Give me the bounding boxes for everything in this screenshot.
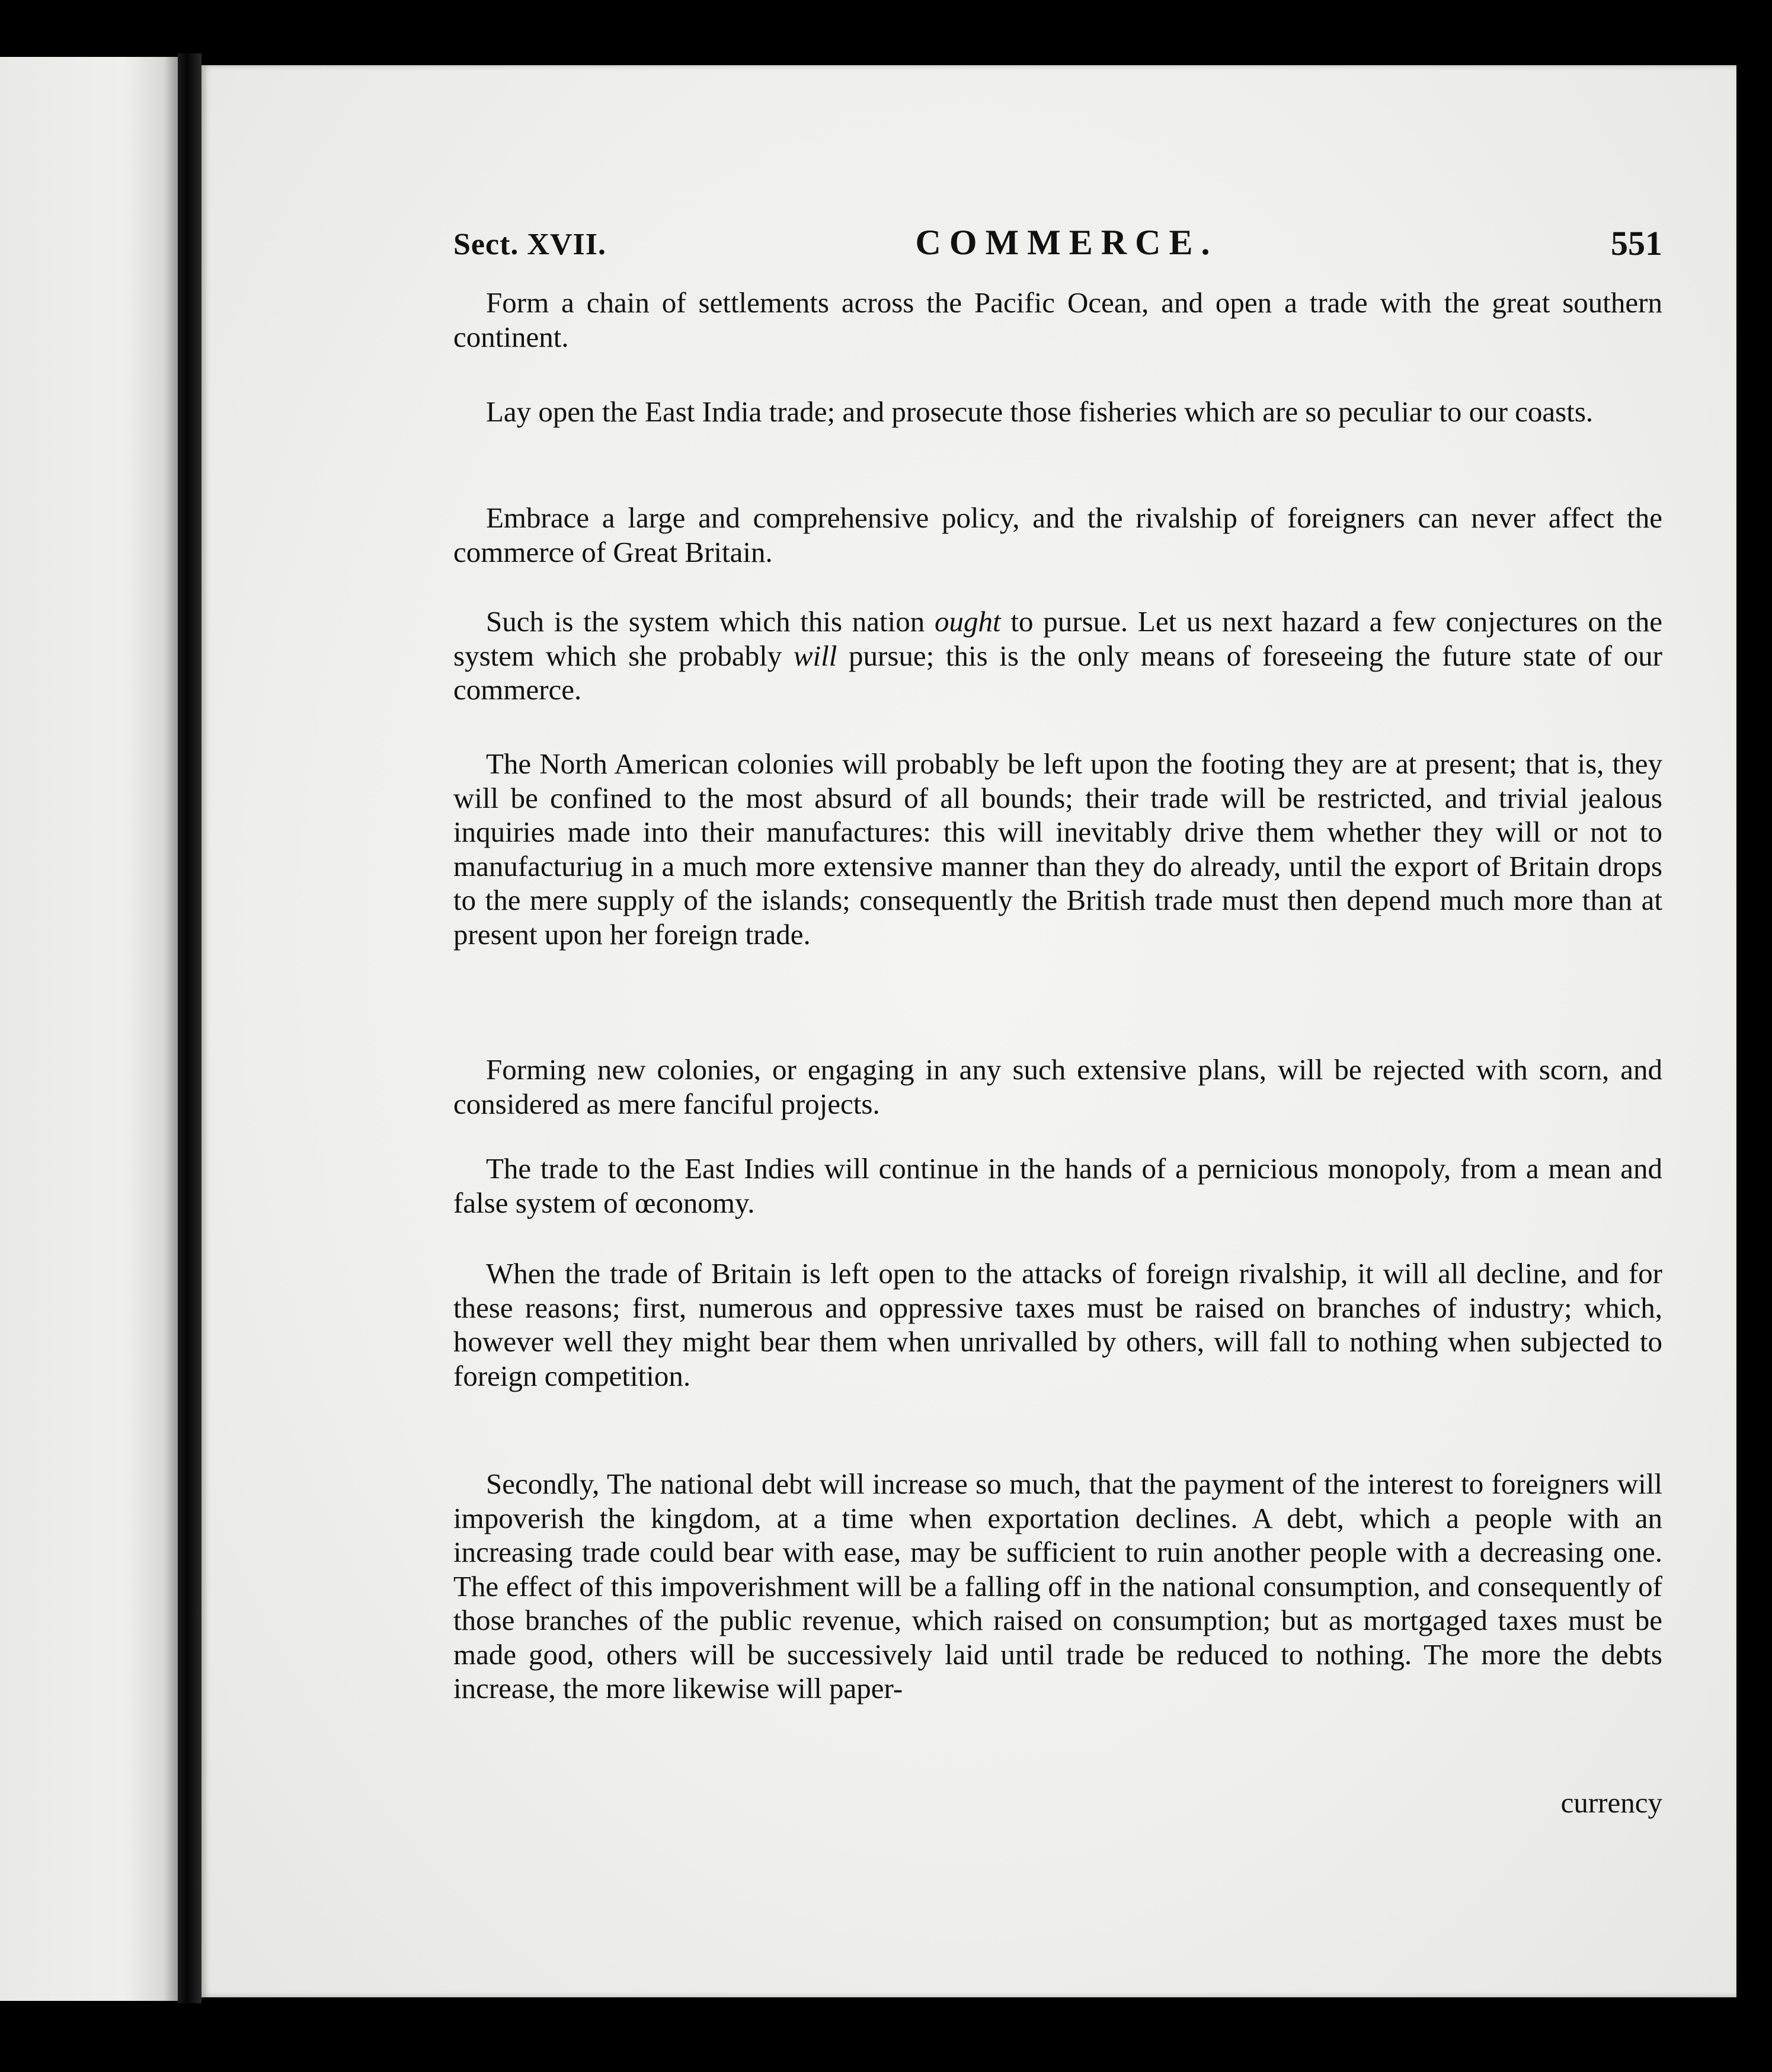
paragraph-east-indies-monopoly: The trade to the East Indies will continue in the hands of a pernicious monopoly, from a mean and false system of œconomy. xyxy=(453,1152,1662,1219)
italic-ought: ought xyxy=(935,605,1001,638)
page-number: 551 xyxy=(1611,224,1662,263)
text-run: to pursue. Let us next hazard a few conjectures on the system which she probably xyxy=(453,605,1662,672)
paragraph-east-india-trade: Lay open the East India trade; and prosecute those fisheries which are so peculiar to our coasts. xyxy=(486,395,1594,428)
running-head xyxy=(453,222,1662,264)
section-label: Sect. XVII. xyxy=(453,228,606,261)
paragraph-system-to-pursue xyxy=(453,605,1662,707)
catchword: currency xyxy=(1560,1786,1662,1819)
book-gutter xyxy=(178,53,201,2003)
paragraph-pacific-settlements: Form a chain of settlements across the Pacific Ocean, and open a trade with the great southern continent. xyxy=(453,286,1662,353)
paragraph-comprehensive-policy: Embrace a large and comprehensive policy, and the rivalship of foreigners can never affect the commerce of Great Britain. xyxy=(453,501,1662,568)
paragraph-north-american-colonies: The North American colonies will probably be left upon the footing they are at present; that is, they will be confined to the most absurd of all bounds; their trade will be restricted, and trivial jealous inquiries made into their manufactures: this will inevitably drive them whether they will or not to manufacturiug in a much more extensive manner than they do already, until the export of Britain drops to the mere supply of the islands; consequently the British trade must then depend much more than at present upon her foreign trade. xyxy=(453,747,1662,951)
chapter-title: COMMERCE. xyxy=(915,223,1218,262)
text-run: Such is the system which this nation xyxy=(486,605,935,638)
book-page xyxy=(201,65,1736,1997)
italic-will: will xyxy=(793,639,837,672)
paragraph-foreign-rivalship: When the trade of Britain is left open to the attacks of foreign rivalship, it will all decline, and for these reasons; first, numerous and oppressive taxes must be raised on branches of industry; which, however well they might bear them when unrivalled by others, will fall to nothing when subjected to foreign competition. xyxy=(453,1257,1662,1392)
text-run: pursue; this is the only means of foreseeing the future state of our commerce. xyxy=(453,639,1662,706)
paragraph-new-colonies: Forming new colonies, or engaging in any such extensive plans, will be rejected with scorn, and considered as mere fanciful projects. xyxy=(453,1053,1662,1120)
facing-page-edge xyxy=(0,57,178,2001)
paragraph-national-debt: Secondly, The national debt will increase so much, that the payment of the interest to foreigners will impoverish the kingdom, at a time when exportation declines. A debt, which a people with an increasing trade could bear with ease, may be sufficient to ruin another people with a decreasing one. The effect of this impoverishment will be a falling off in the national consumption, and consequently of those branches of the public revenue, which raised on consumption; but as mortgaged taxes must be made good, others will be successively laid until trade be reduced to nothing. The more the debts increase, the more likewise will paper- xyxy=(453,1467,1662,1705)
